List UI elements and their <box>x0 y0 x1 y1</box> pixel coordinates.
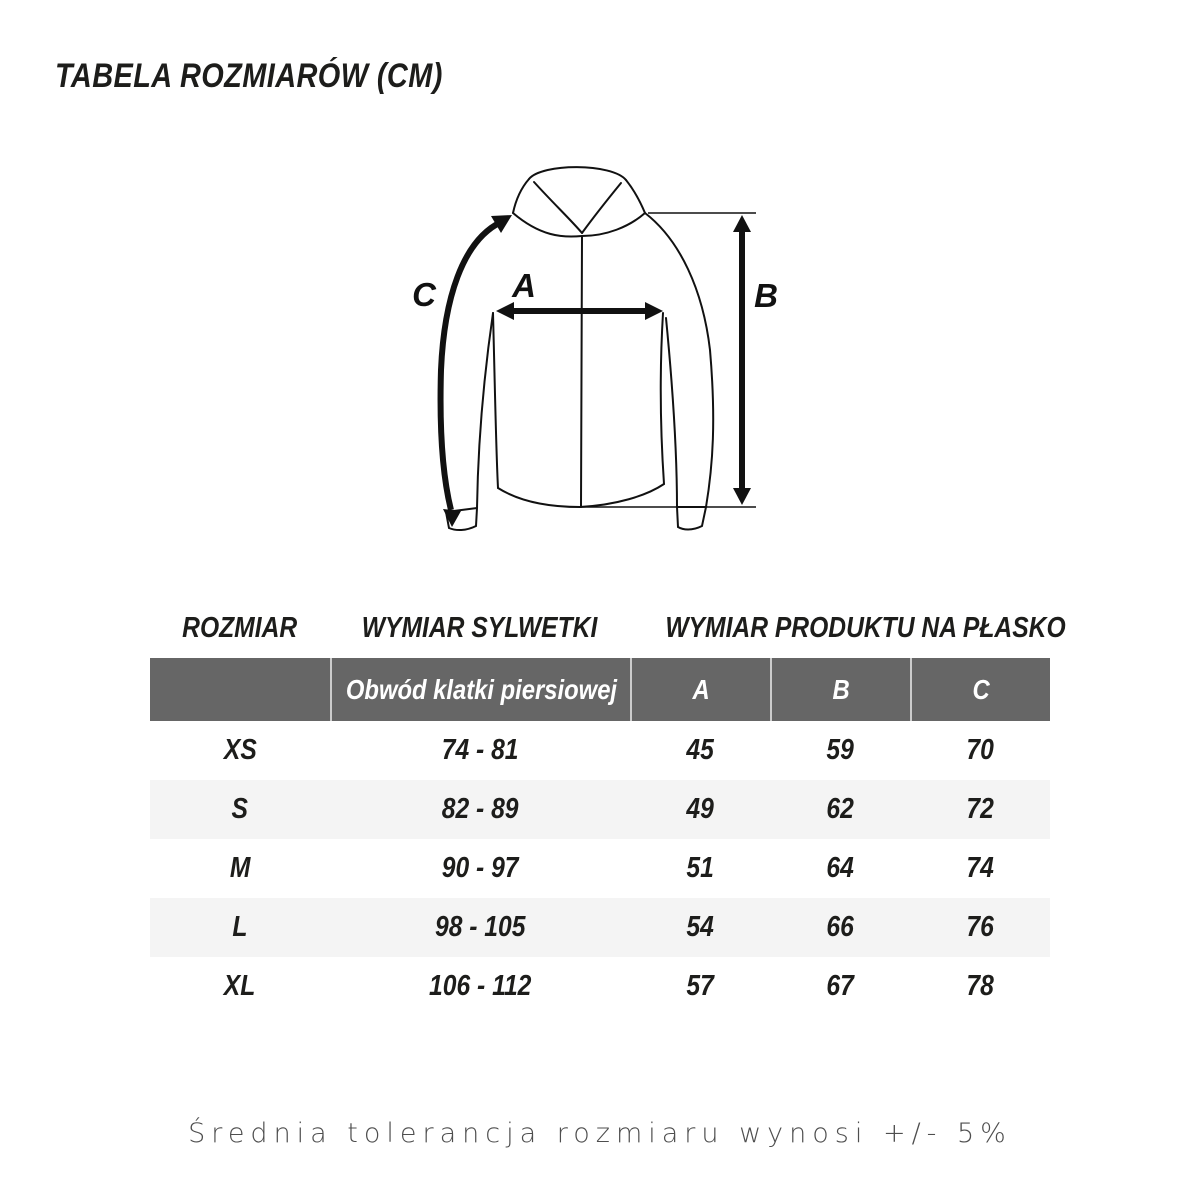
diagram-label-a: A <box>512 267 536 304</box>
cell-a: 49 <box>686 793 714 825</box>
cell-chest: 98 - 105 <box>434 911 526 943</box>
header-cell-c: C <box>910 658 1050 721</box>
table-row <box>150 839 1050 898</box>
cell-size: XL <box>224 970 256 1002</box>
cell-c: 72 <box>966 793 994 825</box>
table-header-row <box>150 658 1050 721</box>
measurement-arrow-b <box>733 215 751 505</box>
measurement-arrow-c <box>441 215 512 527</box>
cell-chest: 82 - 89 <box>441 793 519 825</box>
page-title-text: TABELA ROZMIARÓW (CM) <box>55 57 443 95</box>
jacket-zipper-line <box>581 236 582 507</box>
cell-size: S <box>231 793 249 825</box>
cell-chest: 106 - 112 <box>428 970 532 1002</box>
measurement-arrow-a <box>496 302 663 320</box>
table-row <box>150 780 1050 839</box>
cell-c: 74 <box>966 852 994 884</box>
cell-c: 70 <box>966 734 994 766</box>
table-row <box>150 957 1050 1016</box>
group-header-rozmiar: ROZMIAR <box>182 611 298 644</box>
header-cell-empty <box>150 658 330 721</box>
jacket-diagram <box>380 140 800 560</box>
cell-c: 78 <box>966 970 994 1002</box>
cell-size: XS <box>223 734 257 766</box>
table-row <box>150 898 1050 957</box>
group-header-wymiar-produktu: WYMIAR PRODUKTU NA PŁASKO <box>665 611 1066 644</box>
cell-b: 67 <box>826 970 854 1002</box>
jacket-right-sleeve <box>645 213 713 530</box>
table-row <box>150 721 1050 780</box>
cell-a: 54 <box>686 911 714 943</box>
header-cell-a: A <box>630 658 770 721</box>
cell-b: 59 <box>826 734 854 766</box>
cell-b: 64 <box>826 852 854 884</box>
jacket-body <box>493 313 664 507</box>
cell-b: 62 <box>826 793 854 825</box>
header-cell-chest: Obwód klatki piersiowej <box>330 658 630 721</box>
cell-a: 45 <box>686 734 714 766</box>
cell-b: 66 <box>826 911 854 943</box>
jacket-left-sleeve <box>446 313 493 530</box>
tolerance-note-text: Średnia tolerancja rozmiaru wynosi +/- 5% <box>188 1118 1012 1149</box>
table-group-headers <box>150 610 1066 646</box>
jacket-outline <box>446 167 713 530</box>
jacket-collar <box>513 167 645 236</box>
tolerance-note <box>0 1118 1200 1149</box>
diagram-label-c: C <box>412 276 436 313</box>
cell-size: M <box>229 852 251 884</box>
size-table-body <box>150 721 1050 1016</box>
cell-size: L <box>232 911 248 943</box>
cell-chest: 90 - 97 <box>441 852 519 884</box>
cell-c: 76 <box>966 911 994 943</box>
header-cell-b: B <box>770 658 910 721</box>
cell-a: 51 <box>686 852 714 884</box>
cell-chest: 74 - 81 <box>441 734 519 766</box>
cell-a: 57 <box>686 970 714 1002</box>
page-title <box>55 58 511 94</box>
diagram-label-b: B <box>754 277 778 314</box>
group-header-wymiar-sylwetki: WYMIAR SYLWETKI <box>362 611 598 644</box>
